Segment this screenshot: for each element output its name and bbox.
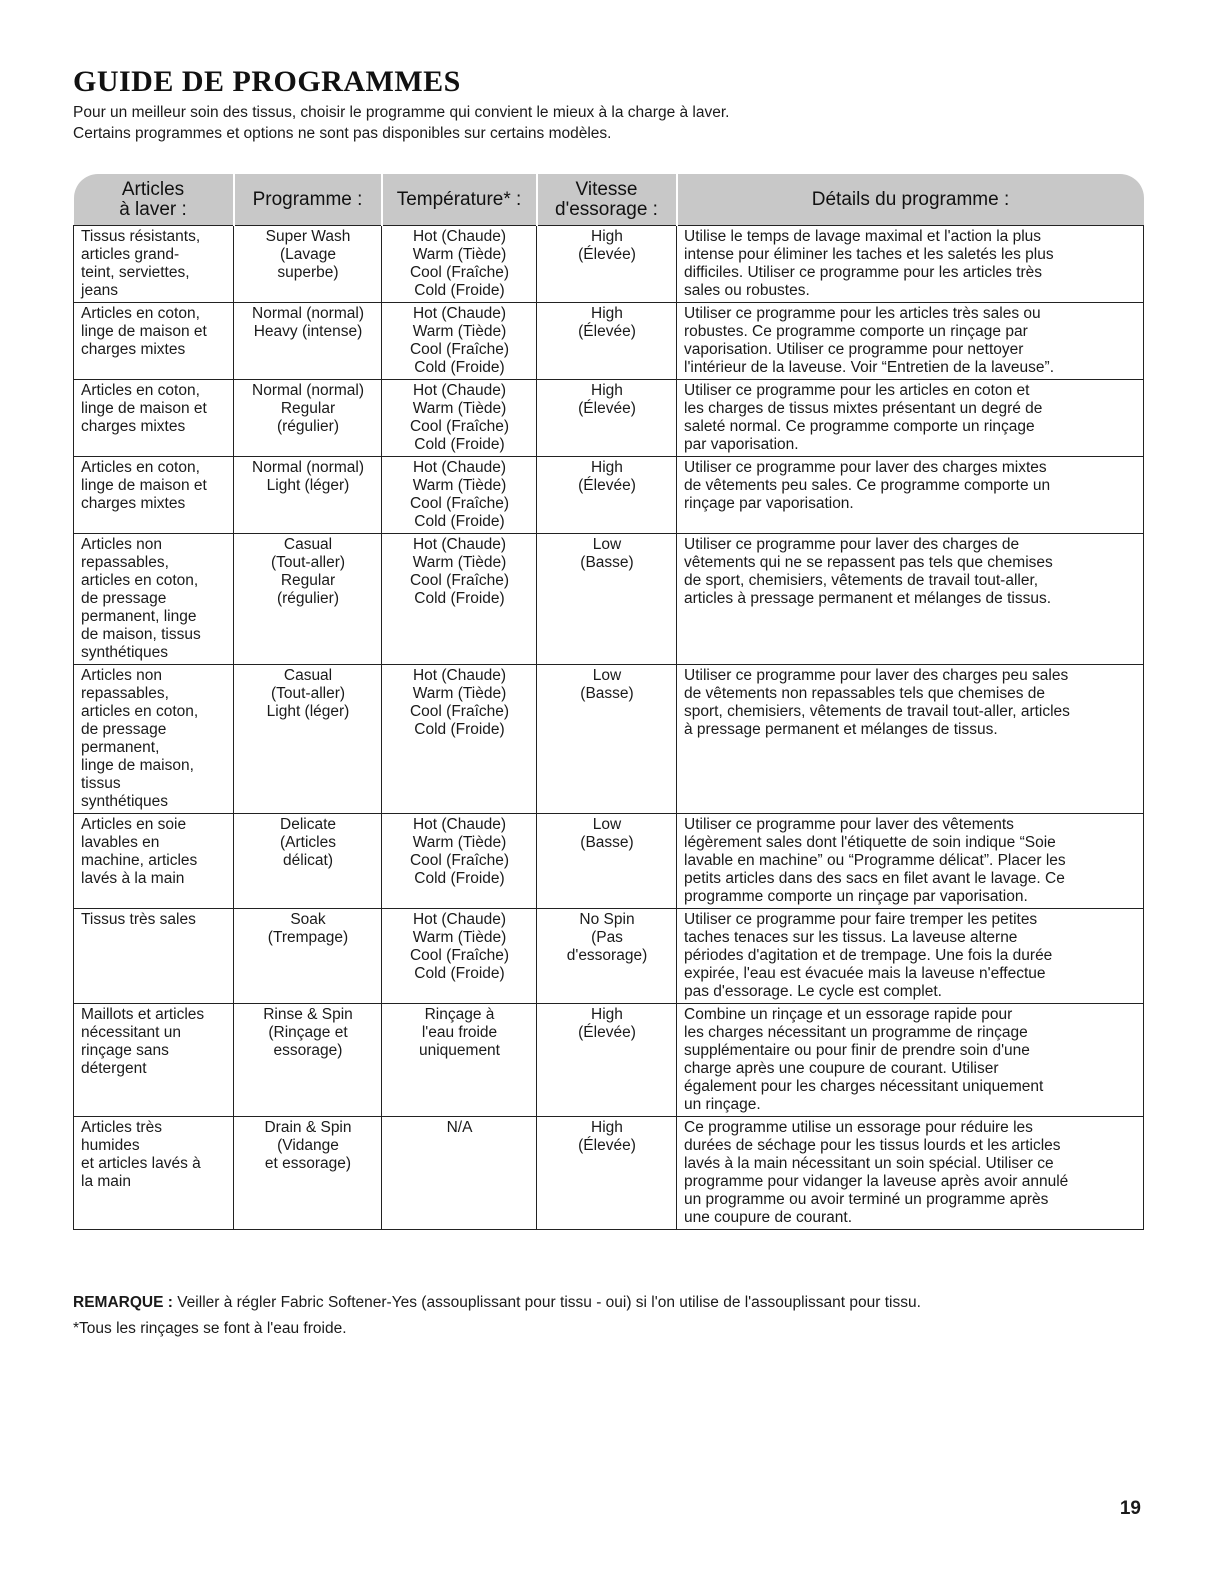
table-body	[74, 226, 1144, 1230]
cell-line: un programme ou avoir terminé un programme après	[684, 1191, 1049, 1208]
cell-line: synthétiques	[81, 644, 169, 661]
cell-line: Hot (Chaude)	[412, 459, 507, 476]
cell-line: Hot (Chaude)	[412, 228, 507, 245]
programme-cell	[234, 814, 382, 909]
cell-line: Cold (Froide)	[414, 359, 505, 376]
cell-line: Articles en coton,	[81, 459, 200, 476]
cell-line: lavés à la main	[81, 870, 185, 887]
table-row	[74, 814, 1144, 909]
header-line: Vitesse	[575, 178, 638, 200]
details-cell	[677, 534, 1144, 665]
temperature-cell	[382, 534, 537, 665]
details-cell	[677, 303, 1144, 380]
cell-line: lavés à la main nécessitant un soin spécial. Utiliser ce	[684, 1155, 1054, 1172]
cell-line: High	[591, 1006, 623, 1023]
header-line: à laver :	[119, 198, 187, 220]
cell-line: Warm (Tiède)	[412, 834, 507, 851]
programme-cell	[234, 457, 382, 534]
cell-line: par vaporisation.	[684, 436, 799, 453]
cell-line: articles grand-	[81, 246, 180, 263]
intro-line: Pour un meilleur soin des tissus, choisir le programme qui convient le mieux à la charge à laver.	[73, 104, 730, 121]
cell-line: (régulier)	[276, 590, 339, 607]
cell-line: Warm (Tiède)	[412, 685, 507, 702]
cell-line: Articles en soie	[81, 816, 187, 833]
programme-cell	[234, 226, 382, 303]
cell-line: Warm (Tiède)	[412, 477, 507, 494]
programme-cell	[234, 909, 382, 1004]
cell-line: Rinçage à	[424, 1006, 495, 1023]
cell-line: intense pour éliminer les taches et les saletés les plus	[684, 246, 1054, 263]
temperature-cell	[382, 665, 537, 814]
cell-line: linge de maison et	[81, 400, 207, 417]
notes	[73, 1293, 921, 1339]
cell-line: (Lavage	[279, 246, 336, 263]
cell-line: charges mixtes	[81, 341, 186, 358]
cell-line: durées de séchage pour les tissus lourds et les articles	[684, 1137, 1061, 1154]
cell-line: uniquement	[418, 1042, 500, 1059]
cell-line: (Élevée)	[578, 1137, 636, 1154]
cell-line: linge de maison et	[81, 323, 207, 340]
cell-line: et essorage)	[264, 1155, 352, 1172]
cell-line: Hot (Chaude)	[412, 816, 507, 833]
cell-line: (Élevée)	[578, 400, 636, 417]
table-row	[74, 909, 1144, 1004]
cell-line: Ce programme utilise un essorage pour réduire les	[684, 1119, 1033, 1136]
cell-line: Light (léger)	[266, 703, 350, 720]
cell-line: Cool (Fraîche)	[409, 264, 510, 281]
cell-line: Delicate	[280, 816, 336, 833]
cell-line: de sport, chemisiers, vêtements de travail tout-aller,	[684, 572, 1039, 589]
cell-line: Low	[592, 667, 622, 684]
cell-line: linge de maison,	[81, 757, 194, 774]
cell-line: un rinçage.	[684, 1096, 761, 1113]
cell-line: Cold (Froide)	[414, 436, 505, 453]
cell-line: Cold (Froide)	[414, 965, 505, 982]
table-row	[74, 1117, 1144, 1230]
cell-line: (Tout-aller)	[270, 685, 346, 702]
table-header-row	[74, 174, 1144, 226]
cell-line: linge de maison et	[81, 477, 207, 494]
cell-line: Casual	[283, 536, 333, 553]
articles-cell	[74, 534, 234, 665]
cell-line: expirée, l'eau est évacuée mais la laveuse n'effectue	[684, 965, 1046, 982]
cell-line: Normal (normal)	[252, 382, 364, 399]
cell-line: supplémentaire ou pour finir de prendre soin d'une	[684, 1042, 1030, 1059]
cell-line: High	[591, 382, 623, 399]
cell-line: Cool (Fraîche)	[409, 947, 510, 964]
articles-cell	[74, 1117, 234, 1230]
cell-line: Utiliser ce programme pour laver des charges de	[684, 536, 1020, 553]
cell-line: charges mixtes	[81, 418, 186, 435]
cell-line: teint, serviettes,	[81, 264, 190, 281]
intro-text	[73, 102, 1143, 144]
cell-line: Warm (Tiède)	[412, 246, 507, 263]
spin-speed-cell	[537, 814, 677, 909]
cell-line: Warm (Tiède)	[412, 400, 507, 417]
cell-line: Articles en coton,	[81, 305, 200, 322]
cell-line: Utiliser ce programme pour les articles très sales ou	[684, 305, 1041, 322]
cell-line: petits articles dans des sacs en filet avant le lavage. Ce	[684, 870, 1065, 887]
temperature-cell	[382, 380, 537, 457]
table-row	[74, 534, 1144, 665]
cell-line: vêtements qui ne se repassent pas tels que chemises	[684, 554, 1053, 571]
remark-label: REMARQUE :	[73, 1294, 173, 1311]
cell-line: Super Wash	[265, 228, 351, 245]
cell-line: (Élevée)	[578, 1024, 636, 1041]
cell-line: (Vidange	[277, 1137, 339, 1154]
table-row	[74, 457, 1144, 534]
cell-line: Warm (Tiède)	[412, 323, 507, 340]
cell-line: permanent,	[81, 739, 160, 756]
cell-line: Utiliser ce programme pour les articles en coton et	[684, 382, 1030, 399]
temperature-cell	[382, 1004, 537, 1117]
cell-line: saleté normal. Ce programme comporte un rinçage	[684, 418, 1035, 435]
cell-line: nécessitant un	[81, 1024, 181, 1041]
details-cell	[677, 380, 1144, 457]
cell-line: Utiliser ce programme pour laver des charges peu sales	[684, 667, 1069, 684]
cell-line: rinçage sans	[81, 1042, 169, 1059]
cell-line: Hot (Chaude)	[412, 667, 507, 684]
details-cell	[677, 1117, 1144, 1230]
cell-line: Hot (Chaude)	[412, 382, 507, 399]
cell-line: charge après une coupure de courant. Utiliser	[684, 1060, 999, 1077]
articles-cell	[74, 814, 234, 909]
cell-line: (Rinçage et	[268, 1024, 348, 1041]
cell-line: Rinse & Spin	[263, 1006, 353, 1023]
page-number: 19	[1119, 1498, 1141, 1519]
cell-line: (Pas	[591, 929, 623, 946]
cell-line: Cold (Froide)	[414, 590, 505, 607]
spin-speed-cell	[537, 380, 677, 457]
cell-line: sales ou robustes.	[684, 282, 810, 299]
spin-speed-cell	[537, 457, 677, 534]
cell-line: Articles en coton,	[81, 382, 200, 399]
articles-cell	[74, 457, 234, 534]
header-vitesse	[537, 174, 677, 226]
cell-line: Cold (Froide)	[414, 513, 505, 530]
cell-line: High	[591, 1119, 623, 1136]
cell-line: Regular	[280, 400, 336, 417]
cell-line: difficiles. Utiliser ce programme pour les articles très	[684, 264, 1043, 281]
cell-line: programme pour vidanger la laveuse après avoir annulé	[684, 1173, 1069, 1190]
spin-speed-cell	[537, 226, 677, 303]
header-articles	[74, 174, 234, 226]
details-cell	[677, 457, 1144, 534]
header-line: Articles	[121, 178, 185, 200]
spin-speed-cell	[537, 1117, 677, 1230]
details-cell	[677, 814, 1144, 909]
table-row	[74, 226, 1144, 303]
footnote: *Tous les rinçages se font à l'eau froide.	[73, 1320, 347, 1337]
cell-line: (Élevée)	[578, 246, 636, 263]
cell-line: Tissus très sales	[81, 911, 196, 928]
cell-line: Hot (Chaude)	[412, 536, 507, 553]
cell-line: Normal (normal)	[252, 459, 364, 476]
cell-line: superbe)	[277, 264, 339, 281]
cell-line: Cool (Fraîche)	[409, 495, 510, 512]
cell-line: Drain & Spin	[264, 1119, 352, 1136]
cell-line: Cool (Fraîche)	[409, 341, 510, 358]
spin-speed-cell	[537, 303, 677, 380]
cell-line: l'intérieur de la laveuse. Voir “Entretien de la laveuse”.	[684, 359, 1054, 376]
header-line: Programme :	[252, 188, 363, 210]
articles-cell	[74, 909, 234, 1004]
cell-line: High	[591, 305, 623, 322]
cell-line: Articles non	[81, 667, 162, 684]
cell-line: d'essorage)	[566, 947, 648, 964]
header-line: d'essorage :	[555, 198, 658, 220]
cell-line: périodes d'agitation et de trempage. Une fois la durée	[684, 947, 1053, 964]
cell-line: Regular	[280, 572, 336, 589]
cell-line: articles en coton,	[81, 572, 199, 589]
temperature-cell	[382, 303, 537, 380]
temperature-cell	[382, 909, 537, 1004]
header-temperature	[382, 174, 537, 226]
program-guide-table	[73, 174, 1144, 1230]
cell-line: No Spin	[579, 911, 635, 928]
details-cell	[677, 665, 1144, 814]
cell-line: Cool (Fraîche)	[409, 572, 510, 589]
cell-line: Low	[592, 816, 622, 833]
cell-line: (Trempage)	[267, 929, 349, 946]
cell-line: Cold (Froide)	[414, 282, 505, 299]
cell-line: taches tenaces sur les tissus. La laveuse alterne	[684, 929, 1018, 946]
cell-line: repassables,	[81, 685, 169, 702]
cell-line: Casual	[283, 667, 333, 684]
cell-line: (Basse)	[580, 685, 634, 702]
cell-line: (Tout-aller)	[270, 554, 346, 571]
cell-line: charges mixtes	[81, 495, 186, 512]
temperature-cell	[382, 226, 537, 303]
cell-line: repassables,	[81, 554, 169, 571]
cell-line: lavable en machine” ou “Programme délicat”. Placer les	[684, 852, 1066, 869]
details-cell	[677, 226, 1144, 303]
cell-line: les charges nécessitant un programme de rinçage	[684, 1024, 1028, 1041]
cell-line: détergent	[81, 1060, 147, 1077]
cell-line: Cool (Fraîche)	[409, 703, 510, 720]
programme-cell	[234, 1004, 382, 1117]
cell-line: machine, articles	[81, 852, 198, 869]
table-row	[74, 1004, 1144, 1117]
cell-line: Cold (Froide)	[414, 721, 505, 738]
details-cell	[677, 1004, 1144, 1117]
cell-line: Utilise le temps de lavage maximal et l'action la plus	[684, 228, 1042, 245]
cell-line: permanent, linge	[81, 608, 197, 625]
cell-line: lavables en	[81, 834, 160, 851]
cell-line: Cool (Fraîche)	[409, 852, 510, 869]
cell-line: une coupure de courant.	[684, 1209, 853, 1226]
spin-speed-cell	[537, 665, 677, 814]
cell-line: (Basse)	[580, 834, 634, 851]
cell-line: Utiliser ce programme pour laver des vêtements	[684, 816, 1014, 833]
programme-cell	[234, 303, 382, 380]
articles-cell	[74, 226, 234, 303]
cell-line: sport, chemisiers, vêtements de travail tout-aller, articles	[684, 703, 1070, 720]
details-cell	[677, 909, 1144, 1004]
cell-line: Normal (normal)	[252, 305, 364, 322]
articles-cell	[74, 665, 234, 814]
programme-cell	[234, 380, 382, 457]
intro-line: Certains programmes et options ne sont pas disponibles sur certains modèles.	[73, 125, 612, 142]
cell-line: de vêtements non repassables tels que chemises de	[684, 685, 1046, 702]
articles-cell	[74, 1004, 234, 1117]
cell-line: essorage)	[273, 1042, 343, 1059]
cell-line: à pressage permanent et mélanges de tissus.	[684, 721, 998, 738]
cell-line: Maillots et articles	[81, 1006, 205, 1023]
cell-line: Hot (Chaude)	[412, 305, 507, 322]
table-row	[74, 665, 1144, 814]
cell-line: de maison, tissus	[81, 626, 201, 643]
cell-line: articles en coton,	[81, 703, 199, 720]
cell-line: de vêtements peu sales. Ce programme comporte un	[684, 477, 1051, 494]
cell-line: programme comporte un rinçage par vaporisation.	[684, 888, 1028, 905]
spin-speed-cell	[537, 534, 677, 665]
cell-line: High	[591, 459, 623, 476]
page-title: GUIDE DE PROGRAMMES	[73, 65, 461, 98]
header-details	[677, 174, 1144, 226]
cell-line: (Élevée)	[578, 477, 636, 494]
cell-line: les charges de tissus mixtes présentant un degré de	[684, 400, 1043, 417]
cell-line: jeans	[81, 282, 119, 299]
page	[73, 65, 1143, 1337]
cell-line: la main	[81, 1173, 131, 1190]
cell-line: Articles très	[81, 1119, 162, 1136]
temperature-cell	[382, 814, 537, 909]
cell-line: de pressage	[81, 590, 167, 607]
table-row	[74, 303, 1144, 380]
cell-line: humides	[81, 1137, 140, 1154]
cell-line: Utiliser ce programme pour laver des charges mixtes	[684, 459, 1047, 476]
cell-line: également pour les charges nécessitant uniquement	[684, 1078, 1044, 1095]
cell-line: pas d'essorage. Le cycle est complet.	[684, 983, 942, 1000]
cell-line: rinçage par vaporisation.	[684, 495, 854, 512]
header-line: Détails du programme :	[811, 188, 1010, 210]
spin-speed-cell	[537, 909, 677, 1004]
cell-line: robustes. Ce programme comporte un rinçage par	[684, 323, 1028, 340]
cell-line: et articles lavés à	[81, 1155, 201, 1172]
programme-cell	[234, 534, 382, 665]
cell-line: Soak	[290, 911, 326, 928]
cell-line: Heavy (intense)	[253, 323, 363, 340]
cell-line: Cool (Fraîche)	[409, 418, 510, 435]
cell-line: Articles non	[81, 536, 162, 553]
programme-cell	[234, 665, 382, 814]
cell-line: délicat)	[283, 852, 333, 869]
temperature-cell	[382, 1117, 537, 1230]
cell-line: N/A	[446, 1119, 473, 1136]
spin-speed-cell	[537, 1004, 677, 1117]
cell-line: Warm (Tiède)	[412, 554, 507, 571]
header-line: Température* :	[396, 188, 522, 210]
cell-line: articles à pressage permanent et mélanges de tissus.	[684, 590, 1052, 607]
cell-line: Combine un rinçage et un essorage rapide pour	[684, 1006, 1013, 1023]
cell-line: légèrement sales dont l'étiquette de soin indique “Soie	[684, 834, 1056, 851]
cell-line: tissus	[81, 775, 121, 792]
cell-line: Tissus résistants,	[81, 228, 201, 245]
remark	[73, 1293, 921, 1313]
cell-line: (Basse)	[580, 554, 634, 571]
cell-line: l'eau froide	[421, 1024, 498, 1041]
cell-line: (Élevée)	[578, 323, 636, 340]
cell-line: (Articles	[280, 834, 336, 851]
articles-cell	[74, 303, 234, 380]
remark-text: Veiller à régler Fabric Softener-Yes (assouplissant pour tissu - oui) si l'on utilise de l'assouplissant pour tissu.	[172, 1294, 921, 1311]
cell-line: synthétiques	[81, 793, 169, 810]
cell-line: vaporisation. Utiliser ce programme pour nettoyer	[684, 341, 1024, 358]
header-programme	[234, 174, 382, 226]
articles-cell	[74, 380, 234, 457]
cell-line: Warm (Tiède)	[412, 929, 507, 946]
temperature-cell	[382, 457, 537, 534]
programme-cell	[234, 1117, 382, 1230]
cell-line: de pressage	[81, 721, 167, 738]
cell-line: Hot (Chaude)	[412, 911, 507, 928]
cell-line: Light (léger)	[266, 477, 350, 494]
table-row	[74, 380, 1144, 457]
cell-line: Cold (Froide)	[414, 870, 505, 887]
cell-line: Low	[592, 536, 622, 553]
cell-line: Utiliser ce programme pour faire tremper les petites	[684, 911, 1038, 928]
cell-line: High	[591, 228, 623, 245]
cell-line: (régulier)	[276, 418, 339, 435]
